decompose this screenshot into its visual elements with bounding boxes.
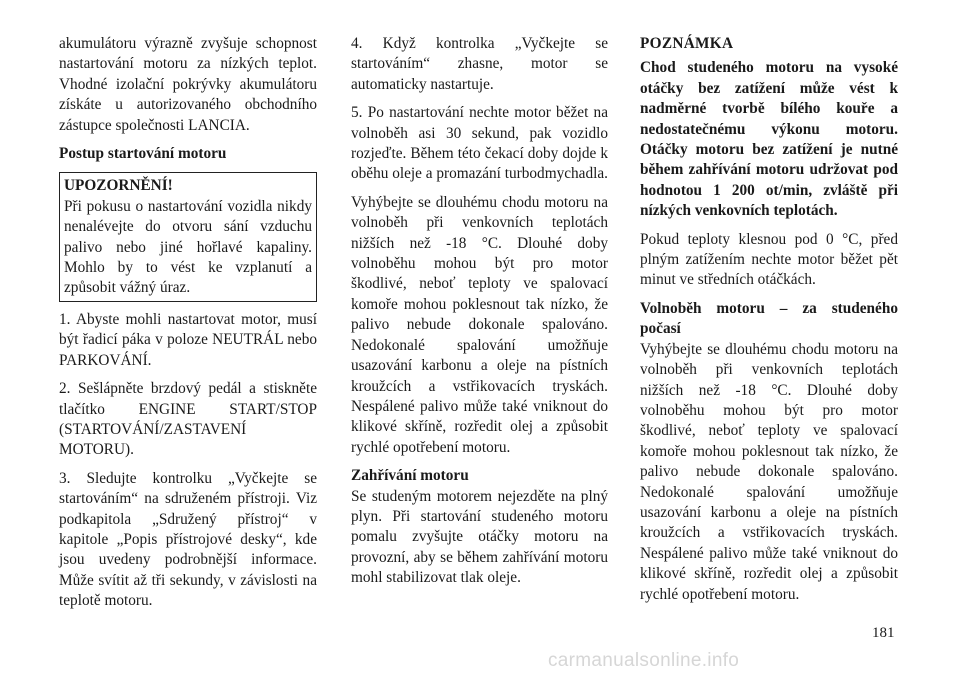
page-number: 181 — [872, 625, 895, 641]
step-2: 2. Sešlápněte brzdový pedál a stiskněte tlačítko ENGINE START/STOP (STARTOVÁNÍ/ZASTAVENÍ MOTORU). — [59, 380, 317, 459]
column-left — [59, 34, 317, 620]
warmup-heading: Zahřívání motoru — [351, 467, 469, 485]
starting-procedure-heading: Postup startování motoru — [59, 145, 227, 163]
battery-paragraph: akumulátoru výrazně zvyšuje schopnost nastartování motoru za nízkých teplot. Vhodné izolační pokrývky akumulátoru získáte u autorizovaného obchodního zástupce společnosti LANCIA. — [59, 35, 317, 134]
idle-paragraph: Vyhýbejte se dlouhému chodu motoru na volnoběh při venkovních teplotách nižších než -18 °C. Dlouhé doby volnoběhu mohou být pro motor škodlivé, neboť teploty ve spalovací komoře mohou poklesnout tak nízko, že palivo nebude dokonale spalováno. Nedokonalé spalování umožňuje usazování karbonu a oleje na pístních kroužcích a vstřikovacích tryskách. Nespálené palivo může také vniknout do klikové skříně, rozředit olej a způsobit rychlé opotřebení motoru. — [351, 193, 608, 456]
warning-box — [59, 172, 317, 301]
step-5: 5. Po nastartování nechte motor běžet na volnoběh asi 30 sekund, pak vozidlo rozjeďte. Během této čekací doby dojde k oběhu oleje a promazání turbodmychadla. — [351, 104, 608, 183]
step-1: 1. Abyste mohli nastartovat motor, musí být řadicí páka v poloze NEUTRÁL nebo PARKOVÁNÍ. — [59, 310, 317, 369]
column-middle — [351, 34, 608, 597]
step-3: 3. Sledujte kontrolku „Vyčkejte se startováním“ na sdruženém přístroji. Viz podkapitola „Sdružený přístroj“ v kapitole „Popis přístrojové desky“, kde jsou uvedeny podrobnější informace. Může svítit až tři sekundy, v závislosti na teplotě motoru. — [59, 469, 317, 610]
column-right — [640, 34, 898, 613]
step-4: 4. Když kontrolka „Vyčkejte se startováním“ zhasne, motor se automaticky nastartuje. — [351, 35, 608, 93]
watermark: carmanualsonline.info — [548, 650, 740, 671]
note-heading: POZNÁMKA — [640, 35, 734, 52]
warning-title: UPOZORNĚNÍ! — [64, 177, 173, 195]
temperature-paragraph: Pokud teploty klesnou pod 0 °C, před plným zatížením nechte motor běžet pět minut ve středních otáčkách. — [640, 230, 898, 289]
cold-idle-text: Vyhýbejte se dlouhému chodu motoru na volnoběh při venkovních teplotách nižších než -18 °C. Dlouhé doby volnoběhu mohou být pro motor škodlivé, neboť teploty ve spalovací komoře mohou poklesnout tak nízko, že palivo nebude dokonale spalováno. Nedokonalé spalování umožňuje usazování karbonu a oleje na pístních kroužcích a vstřikovacích tryskách. Nespálené palivo může také vniknout do klikové skříně, rozředit olej a způsobit rychlé opotřebení motoru. — [640, 340, 898, 603]
note-text: Chod studeného motoru na vysoké otáčky bez zatížení může vést k nadměrné tvorbě bílého kouře a nedostatečnému výkonu motoru. Otáčky motoru bez zatížení je nutné během zahřívání motoru udržovat pod hodnotou 1 200 ot/min, zvláště při nízkých venkovních teplotách. — [640, 59, 898, 220]
cold-idle-heading: Volnoběh motoru – za studeného počasí — [640, 299, 898, 338]
warmup-text: Se studeným motorem nejezděte na plný plyn. Při startování studeného motoru pomalu zvyšujte otáčky motoru na provozní, aby se během zahřívání motoru mohl stabilizovat tlak oleje. — [351, 487, 608, 587]
warning-text: Při pokusu o nastartování vozidla nikdy nenalévejte do otvoru sání vzduchu palivo nebo jiné hořlavé kapaliny. Mohlo by to vést ke vzplanutí a způsobit vážný úraz. — [64, 197, 312, 297]
